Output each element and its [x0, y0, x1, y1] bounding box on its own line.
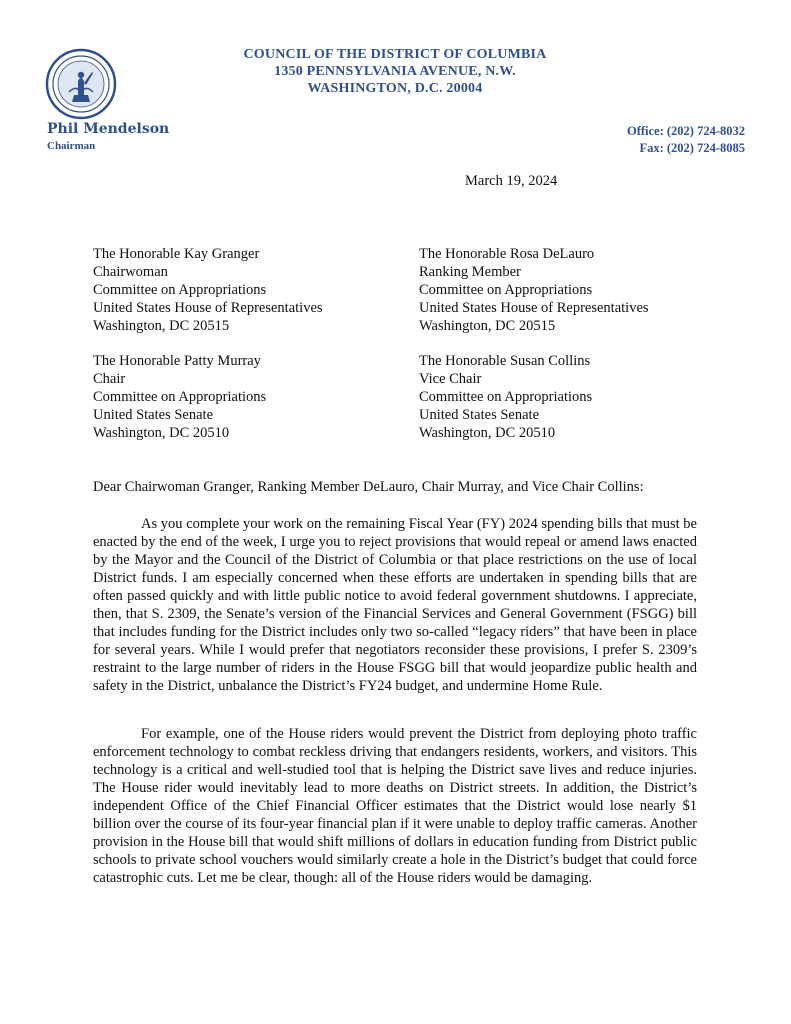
chairman-name: Phil Mendelson [47, 121, 170, 137]
recipient-name: The Honorable Rosa DeLauro [419, 246, 595, 262]
body-paragraph: As you complete your work on the remaining Fiscal Year (FY) 2024 spending bills that must be enacted by the end of the week, I urge you to reject provisions that would repeal or amend laws enacted by the Mayor and the Council of the District of Columbia or that place restrictions on the use of local District funds. I am especially concerned when these efforts are undertaken in spending bills that are often passed quickly and with little public notice to avoid federal government shutdowns. I appreciate, then, that S. 2309, the Senate’s version of the Financial Services and General Government (FSGG) bill that includes funding for the District includes only two so-called “legacy riders” that have been in place for several years. While I would prefer that negotiators reconsider these provisions, I prefer S. 2309’s restraint to the large number of riders in the House FSGG bill that would jeopardize public health and safety in the District, unbalance the District’s FY24 budget, and undermine Home Rule. [93, 516, 697, 694]
contact-info [627, 123, 745, 157]
recipient-name: The Honorable Patty Murray [93, 353, 261, 369]
office-phone: Office: (202) 724-8032 [626, 124, 745, 138]
recipient-city: Washington, DC 20510 [93, 425, 230, 441]
recipient-city: Washington, DC 20515 [93, 318, 230, 334]
letter-date: March 19, 2024 [465, 173, 558, 189]
recipient-chamber: United States Senate [419, 407, 540, 423]
fax-number: Fax: (202) 724-8085 [639, 141, 745, 155]
letterhead-city: WASHINGTON, D.C. 20004 [307, 81, 483, 96]
letterhead [180, 46, 610, 97]
letterhead-council-name: COUNCIL OF THE DISTRICT OF COLUMBIA [243, 47, 547, 62]
recipient-address [93, 245, 323, 335]
recipient-address [419, 245, 649, 335]
salutation: Dear Chairwoman Granger, Ranking Member DeLauro, Chair Murray, and Vice Chair Collins: [93, 479, 644, 495]
recipient-address [419, 352, 592, 442]
recipient-committee: Committee on Appropriations [419, 282, 593, 298]
recipient-title: Chair [93, 371, 126, 387]
recipient-committee: Committee on Appropriations [419, 389, 593, 405]
council-seal-icon [45, 48, 117, 120]
recipient-chamber: United States House of Representatives [93, 300, 323, 316]
recipient-chamber: United States Senate [93, 407, 214, 423]
recipient-committee: Committee on Appropriations [93, 389, 267, 405]
recipient-name: The Honorable Kay Granger [93, 246, 260, 262]
recipient-title: Chairwoman [93, 264, 168, 280]
recipient-title: Ranking Member [419, 264, 521, 280]
recipient-chamber: United States House of Representatives [419, 300, 649, 316]
recipient-address [93, 352, 266, 442]
recipient-name: The Honorable Susan Collins [419, 353, 591, 369]
body-paragraph: For example, one of the House riders would prevent the District from deploying photo traffic enforcement technology to combat reckless driving that endangers residents, workers, and visitors. This technology is a critical and well-studied tool that is helping the District save lives and reduce injuries. The House rider would inevitably lead to more deaths on District streets. In addition, the District’s independent Office of the Chief Financial Officer estimates that the District would lose nearly $1 billion over the course of its four-year financial plan if it were unable to deploy traffic cameras. Another provision in the House bill that would shift millions of dollars in education funding from District public schools to private school vouchers would similarly create a hole in the District’s budget that could force catastrophic cuts. Let me be clear, though: all of the House riders would be damaging. [93, 726, 697, 886]
chairman-title: Chairman [47, 140, 96, 152]
recipient-city: Washington, DC 20515 [419, 318, 556, 334]
recipient-city: Washington, DC 20510 [419, 425, 556, 441]
recipient-committee: Committee on Appropriations [93, 282, 267, 298]
recipient-title: Vice Chair [419, 371, 482, 387]
letterhead-street: 1350 PENNSYLVANIA AVENUE, N.W. [274, 64, 516, 79]
